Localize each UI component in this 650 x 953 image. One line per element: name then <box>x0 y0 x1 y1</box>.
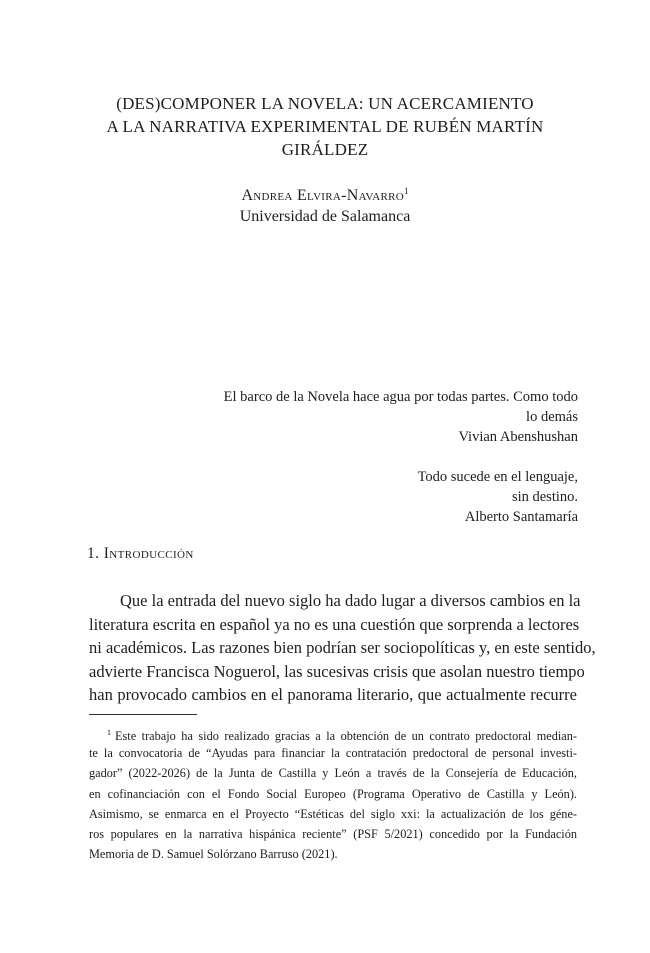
footnote-line: en cofinanciación con el Fondo Social Europeo (Programa Operativo de Castilla y León). <box>89 786 577 801</box>
footnote-reference[interactable]: 1 <box>404 186 409 196</box>
epigraph-line: El barco de la Novela hace agua por todas partes. Como todo <box>223 389 578 405</box>
section-title: Introducción <box>103 545 194 562</box>
epigraph-attribution: Vivian Abenshushan <box>458 429 578 445</box>
footnote-line: ros populares en la narrativa hispánica reciente” (PSF 5/2021) concedido por la Fundación <box>89 826 577 841</box>
epigraph-2 <box>418 467 578 527</box>
footnote-separator <box>89 714 197 715</box>
epigraph-line: lo demás <box>526 409 578 425</box>
footnote-text: Este trabajo ha sido realizado gracias a la obtención de un contrato predoctoral median- <box>115 729 577 743</box>
section-heading <box>87 545 194 563</box>
footnote-line: te la convocatoria de “Ayudas para financiar la contratación predoctoral de personal investi- <box>89 746 577 761</box>
article-title <box>60 92 590 161</box>
body-paragraph <box>89 589 596 707</box>
epigraph-1 <box>224 387 578 447</box>
footnote-line: Memoria de D. Samuel Solórzano Barruso (2021). <box>89 847 338 862</box>
author-name-line <box>60 181 590 206</box>
footnote <box>89 723 577 864</box>
epigraph-line: Todo sucede en el lenguaje, <box>417 469 578 485</box>
footnote-line: gador” (2022-2026) de la Junta de Castilla y León a través de la Consejería de Educación, <box>89 766 577 781</box>
title-line: A LA NARRATIVA EXPERIMENTAL DE RUBÉN MARTÍN <box>106 117 544 136</box>
title-line: (DES)COMPONER LA NOVELA: UN ACERCAMIENTO <box>116 94 534 113</box>
body-line: advierte Francisca Noguerol, las sucesivas crisis que asolan nuestro tiempo <box>89 661 585 681</box>
section-number: 1. <box>87 545 100 562</box>
footnote-line <box>89 723 577 743</box>
body-line: literatura escrita en español ya no es una cuestión que sorprenda a lectores <box>89 614 580 634</box>
body-line: Que la entrada del nuevo siglo ha dado lugar a diversos cambios en la <box>120 591 581 610</box>
author-name: Andrea Elvira-Navarro <box>241 187 405 204</box>
author-block <box>60 181 590 227</box>
body-line: han provocado cambios en el panorama literario, que actualmente recurre <box>89 685 577 705</box>
footnote-line: Asimismo, se enmarca en el Proyecto “Estéticas del siglo xxi: la actualización de los géne- <box>89 806 577 821</box>
footnote-mark: 1 <box>107 728 111 737</box>
epigraph-line: sin destino. <box>511 489 578 505</box>
body-line: ni académicos. Las razones bien podrían ser sociopolíticas y, en este sentido, <box>89 638 596 658</box>
epigraph-attribution: Alberto Santamaría <box>464 509 578 525</box>
title-line: GIRÁLDEZ <box>281 140 369 159</box>
author-affiliation: Universidad de Salamanca <box>239 208 411 225</box>
